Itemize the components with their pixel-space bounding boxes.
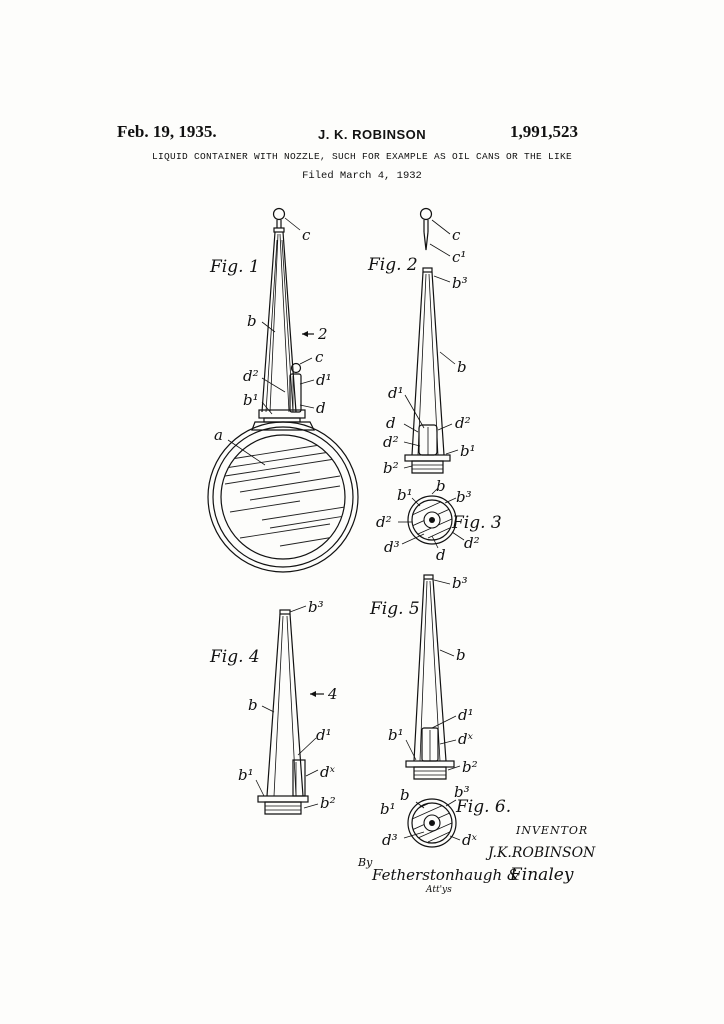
patent-title: LIQUID CONTAINER WITH NOZZLE, SUCH FOR EXAMPLE AS OIL CANS OR THE LIKE xyxy=(151,151,573,162)
fig1-label-2: 2 xyxy=(318,325,328,343)
fig3-label-b: b xyxy=(436,477,446,495)
fig6-label-b: b xyxy=(400,786,410,804)
figure-4 xyxy=(209,598,338,814)
fig2-title: Fig. 2 xyxy=(368,255,418,275)
fig1-label-c: c xyxy=(302,226,311,244)
fig3-label-d2-left: d² xyxy=(376,513,392,531)
fig6-label-b1: b¹ xyxy=(380,800,396,818)
patent-number: 1,991,523 xyxy=(510,122,578,141)
fig3-title: Fig. 3 xyxy=(452,513,502,533)
fig4-label-b1: b¹ xyxy=(238,766,254,784)
fig2-label-c1: c¹ xyxy=(452,248,467,266)
fig1-label-d: d xyxy=(316,399,326,417)
fig3-label-d3: d³ xyxy=(384,538,400,556)
fig3-label-d2-right: d² xyxy=(464,534,480,552)
by-label: By xyxy=(358,856,373,869)
fig2-label-d: d xyxy=(386,414,396,432)
patent-date: Feb. 19, 1935. xyxy=(117,122,217,141)
fig6-title: Fig. 6. xyxy=(456,797,512,817)
fig2-label-d1: d¹ xyxy=(388,384,404,402)
inventor-label: INVENTOR xyxy=(516,824,589,837)
fig5-title: Fig. 5 xyxy=(370,599,420,619)
fig4-nozzle xyxy=(267,614,303,796)
fig4-title: Fig. 4 xyxy=(210,647,260,667)
attorney-signature: Fetherstonhaugh & xyxy=(372,866,521,884)
figure-6 xyxy=(380,783,511,849)
filed-date: Filed March 4, 1932 xyxy=(302,170,422,182)
fig2-label-b2: b² xyxy=(383,459,399,477)
fig1-can-body xyxy=(208,422,358,572)
inventor-name-header: J. K. ROBINSON xyxy=(318,127,427,142)
fig6-label-d3: d³ xyxy=(382,831,398,849)
fig1-title: Fig. 1 xyxy=(210,257,260,277)
fig4-label-b2: b² xyxy=(320,794,336,812)
figure-1 xyxy=(208,209,358,573)
fig1-label-c2: c xyxy=(315,348,324,366)
fig6-label-dx: dˣ xyxy=(462,831,477,849)
fig4-label-b: b xyxy=(248,696,258,714)
fig1-nozzle-cap xyxy=(274,209,285,220)
fig5-label-b1: b¹ xyxy=(388,726,404,744)
fig3-label-b3: b³ xyxy=(456,488,472,506)
figure-3 xyxy=(376,477,502,564)
attorneys-label: Att'ys xyxy=(426,885,452,895)
fig3-label-d: d xyxy=(436,546,446,564)
fig4-label-b3: b³ xyxy=(308,598,324,616)
fig3-label-b1: b¹ xyxy=(397,486,413,504)
fig1-label-a: a xyxy=(214,426,223,444)
fig1-label-d1: d¹ xyxy=(316,371,332,389)
fig5-label-d1: d¹ xyxy=(458,706,474,724)
fig5-label-b3: b³ xyxy=(452,574,468,592)
attorney-signature-2: Finaley xyxy=(510,865,574,885)
fig2-label-d2-right: d² xyxy=(455,414,471,432)
fig1-label-d2: d² xyxy=(243,367,259,385)
fig5-label-b2: b² xyxy=(462,758,478,776)
figure-2 xyxy=(367,209,476,478)
fig1-label-b1: b¹ xyxy=(243,391,259,409)
fig4-label-dx: dˣ xyxy=(320,763,335,781)
fig1-label-b: b xyxy=(247,312,257,330)
fig5-label-dx: dˣ xyxy=(458,730,473,748)
fig2-label-c: c xyxy=(452,226,461,244)
fig2-label-b: b xyxy=(457,358,467,376)
fig4-label-d1: d¹ xyxy=(316,726,332,744)
fig2-label-d2-left: d² xyxy=(383,433,399,451)
fig6-label-b3: b³ xyxy=(454,783,470,801)
fig2-label-b1: b¹ xyxy=(460,442,476,460)
figure-5 xyxy=(369,574,478,779)
fig4-label-4: 4 xyxy=(328,685,338,703)
inventor-signature-name: J.K.ROBINSON xyxy=(488,845,596,861)
fig2-label-b3: b³ xyxy=(452,274,468,292)
fig5-label-b: b xyxy=(456,646,466,664)
